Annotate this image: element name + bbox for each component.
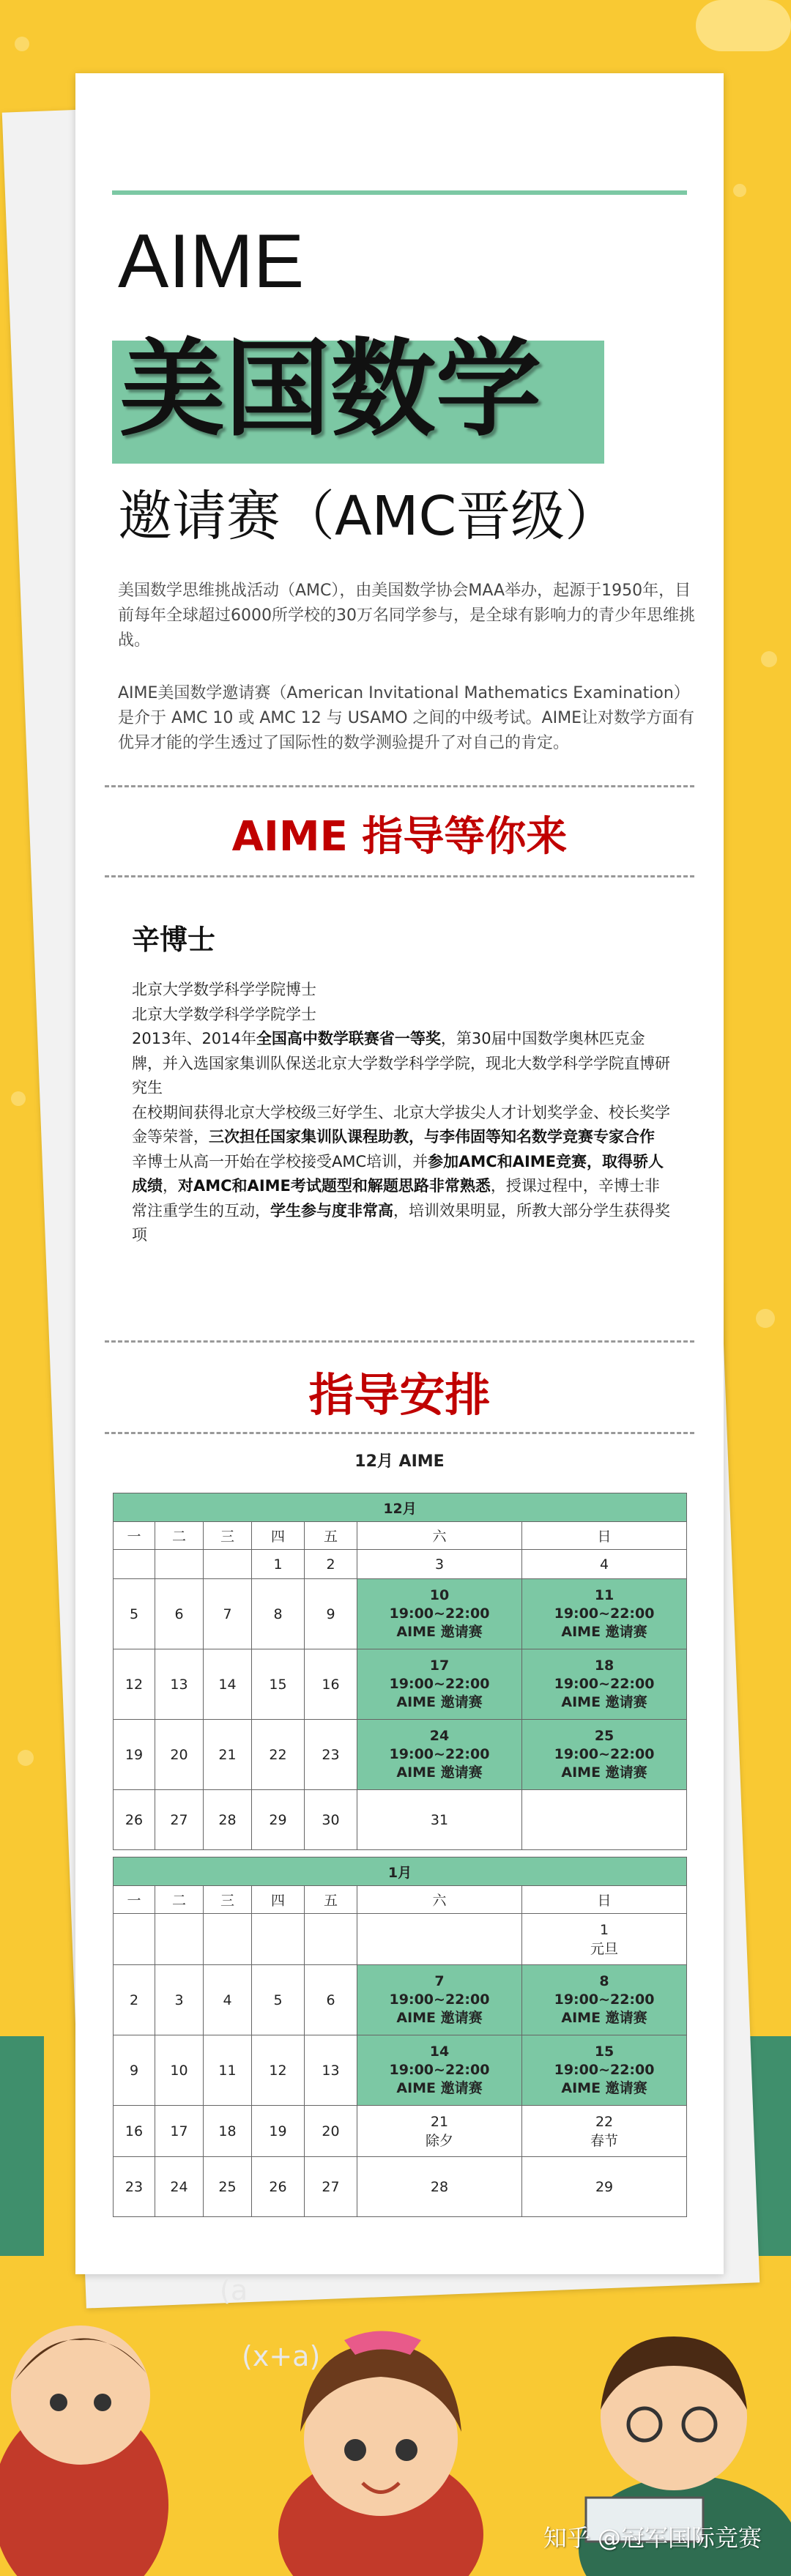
calendar-day-cell xyxy=(155,1914,204,1965)
weekday-header: 五 xyxy=(305,1886,357,1914)
calendar-day-cell xyxy=(357,1914,522,1965)
calendar-day-cell: 29 xyxy=(522,2157,687,2217)
calendar-day-cell: 6 xyxy=(305,1965,357,2035)
calendar-day-cell: 16 xyxy=(305,1649,357,1720)
svg-text:(a: (a xyxy=(220,2274,248,2306)
calendar-day-cell: 3 xyxy=(357,1550,522,1579)
weekday-header: 二 xyxy=(155,1522,204,1550)
calendar-day-cell: 17 xyxy=(155,2106,204,2157)
bio-paragraph: 在校期间获得北京大学校级三好学生、北京大学拔尖人才计划奖学金、校长奖学金等荣誉，三次担任国家集训队课程助教，与李伟固等知名数学竞赛专家合作 xyxy=(132,1103,670,1146)
calendar-day-cell: 7 19:00~22:00 AIME 邀请赛 xyxy=(357,1965,522,2035)
calendar-day-cell: 28 xyxy=(357,2157,522,2217)
calendar-day-cell: 26 xyxy=(114,1790,155,1850)
calendar-day-cell: 21 xyxy=(204,1720,252,1790)
calendar-day-cell: 18 19:00~22:00 AIME 邀请赛 xyxy=(522,1649,687,1720)
calendar-day-cell: 3 xyxy=(155,1965,204,2035)
calendar-day-cell: 25 xyxy=(204,2157,252,2217)
calendar-day-cell: 2 xyxy=(114,1965,155,2035)
calendar-day-cell: 19 xyxy=(252,2106,305,2157)
top-accent-line xyxy=(112,190,687,195)
calendar-day-cell: 14 19:00~22:00 AIME 邀请赛 xyxy=(357,2035,522,2106)
calendar-day-cell: 12 xyxy=(114,1649,155,1720)
weekday-header: 五 xyxy=(305,1522,357,1550)
calendar-day-cell: 6 xyxy=(155,1579,204,1649)
weekday-header: 一 xyxy=(114,1522,155,1550)
divider xyxy=(105,1432,694,1434)
svg-text:(x+a): (x+a) xyxy=(242,2340,321,2372)
calendar-day-cell: 8 19:00~22:00 AIME 邀请赛 xyxy=(522,1965,687,2035)
calendar-day-cell: 22 春节 xyxy=(522,2106,687,2157)
calendar-day-cell: 5 xyxy=(114,1579,155,1649)
calendar-day-cell: 23 xyxy=(305,1720,357,1790)
calendar-day-cell: 11 xyxy=(204,2035,252,2106)
calendar-day-cell xyxy=(155,1550,204,1579)
weekday-header: 日 xyxy=(522,1522,687,1550)
calendar-day-cell: 15 xyxy=(252,1649,305,1720)
divider xyxy=(105,875,694,877)
calendar-day-cell: 25 19:00~22:00 AIME 邀请赛 xyxy=(522,1720,687,1790)
calendar-day-cell: 8 xyxy=(252,1579,305,1649)
watermark: 知乎 @冠军国际竞赛 xyxy=(543,2524,762,2552)
calendar-day-cell: 31 xyxy=(357,1790,522,1850)
calendar-day-cell: 7 xyxy=(204,1579,252,1649)
calendar-day-cell: 13 xyxy=(305,2035,357,2106)
calendar-day-cell: 1 元旦 xyxy=(522,1914,687,1965)
calendar-day-cell: 9 xyxy=(305,1579,357,1649)
calendar-day-cell: 16 xyxy=(114,2106,155,2157)
divider xyxy=(105,785,694,787)
divider xyxy=(105,1340,694,1343)
calendar-day-cell: 26 xyxy=(252,2157,305,2217)
calendar-day-cell: 20 xyxy=(155,1720,204,1790)
weekday-header: 四 xyxy=(252,1522,305,1550)
calendar-day-cell xyxy=(204,1914,252,1965)
teacher-bio xyxy=(132,978,674,1248)
calendar-december xyxy=(113,1493,687,1850)
calendar-day-cell: 24 19:00~22:00 AIME 邀请赛 xyxy=(357,1720,522,1790)
calendar-month-title: 12月 xyxy=(114,1493,687,1522)
calendar-day-cell xyxy=(204,1550,252,1579)
weekday-header: 日 xyxy=(522,1886,687,1914)
calendar-january xyxy=(113,1857,687,2217)
calendar-day-cell: 20 xyxy=(305,2106,357,2157)
title-sub: 邀请赛（AMC晋级） xyxy=(118,485,620,548)
calendar-day-cell: 29 xyxy=(252,1790,305,1850)
calendar-day-cell: 1 xyxy=(252,1550,305,1579)
calendar-day-cell: 28 xyxy=(204,1790,252,1850)
calendar-day-cell: 27 xyxy=(305,2157,357,2217)
weekday-header: 四 xyxy=(252,1886,305,1914)
weekday-header: 一 xyxy=(114,1886,155,1914)
calendar-day-cell: 19 xyxy=(114,1720,155,1790)
weekday-header: 六 xyxy=(357,1522,522,1550)
bio-paragraph: 2013年、2014年全国高中数学联赛省一等奖，第30届中国数学奥林匹克金牌，并入选国家集训队保送北京大学数学科学学院，现北大数学科学学院直博研究生 xyxy=(132,1030,670,1096)
calendar-day-cell xyxy=(114,1550,155,1579)
weekday-header: 三 xyxy=(204,1522,252,1550)
bio-line: 北京大学数学科学学院博士 xyxy=(132,981,316,998)
calendar-day-cell: 12 xyxy=(252,2035,305,2106)
weekday-header: 三 xyxy=(204,1886,252,1914)
intro-paragraph-amc: 美国数学思维挑战活动（AMC），由美国数学协会MAA举办，起源于1950年，目前每年全球超过6000所学校的30万名同学参与，是全球有影响力的青少年思维挑战。 xyxy=(118,582,695,650)
calendar-day-cell: 11 19:00~22:00 AIME 邀请赛 xyxy=(522,1579,687,1649)
bio-paragraph: 辛博士从高一开始在学校接受AMC培训，并参加AMC和AIME竞赛，取得骄人成绩，对AMC和AIME考试题型和解题思路非常熟悉，授课过程中，辛博士非常注重学生的互动，学生参与度非常高，培训效果明显，所教大部分学生获得奖项 xyxy=(132,1152,670,1244)
calendar-day-cell: 13 xyxy=(155,1649,204,1720)
calendar-day-cell: 27 xyxy=(155,1790,204,1850)
calendar-day-cell: 10 19:00~22:00 AIME 邀请赛 xyxy=(357,1579,522,1649)
calendar-day-cell: 2 xyxy=(305,1550,357,1579)
calendar-day-cell: 9 xyxy=(114,2035,155,2106)
calendar-day-cell: 15 19:00~22:00 AIME 邀请赛 xyxy=(522,2035,687,2106)
calendar-month-title: 1月 xyxy=(114,1857,687,1886)
weekday-header: 二 xyxy=(155,1886,204,1914)
calendar-day-cell: 4 xyxy=(522,1550,687,1579)
calendar-day-cell xyxy=(305,1914,357,1965)
calendar-day-cell: 4 xyxy=(204,1965,252,2035)
section-title-schedule: 指导安排 xyxy=(308,1368,491,1422)
content-card xyxy=(75,73,724,2274)
calendar-day-cell xyxy=(522,1790,687,1850)
calendar-day-cell: 22 xyxy=(252,1720,305,1790)
title-main: 美国数学 xyxy=(119,330,542,448)
calendar-day-cell: 24 xyxy=(155,2157,204,2217)
calendar-day-cell: 10 xyxy=(155,2035,204,2106)
calendar-day-cell: 23 xyxy=(114,2157,155,2217)
calendar-day-cell xyxy=(114,1914,155,1965)
calendar-day-cell xyxy=(252,1914,305,1965)
calendar-day-cell: 5 xyxy=(252,1965,305,2035)
calendar-day-cell: 21 除夕 xyxy=(357,2106,522,2157)
intro-paragraph-aime: AIME美国数学邀请赛（American Invitational Mathematics Examination）是介于 AMC 10 或 AMC 12 与 USAMO 之间的中级考试。AIME让对数学方面有优异才能的学生透过了国际性的数学测验提升了对自己的肯定。 xyxy=(118,684,694,752)
calendar-day-cell: 18 xyxy=(204,2106,252,2157)
bio-line: 北京大学数学科学学院学士 xyxy=(132,1005,316,1023)
calendar-day-cell: 14 xyxy=(204,1649,252,1720)
calendar-day-cell: 30 xyxy=(305,1790,357,1850)
calendar-caption: 12月 AIME xyxy=(354,1452,445,1471)
weekday-header: 六 xyxy=(357,1886,522,1914)
section-title-guidance: AIME 指导等你来 xyxy=(231,813,568,861)
teacher-name: 辛博士 xyxy=(132,924,216,956)
title-aime: AIME xyxy=(118,219,305,304)
calendar-day-cell: 17 19:00~22:00 AIME 邀请赛 xyxy=(357,1649,522,1720)
